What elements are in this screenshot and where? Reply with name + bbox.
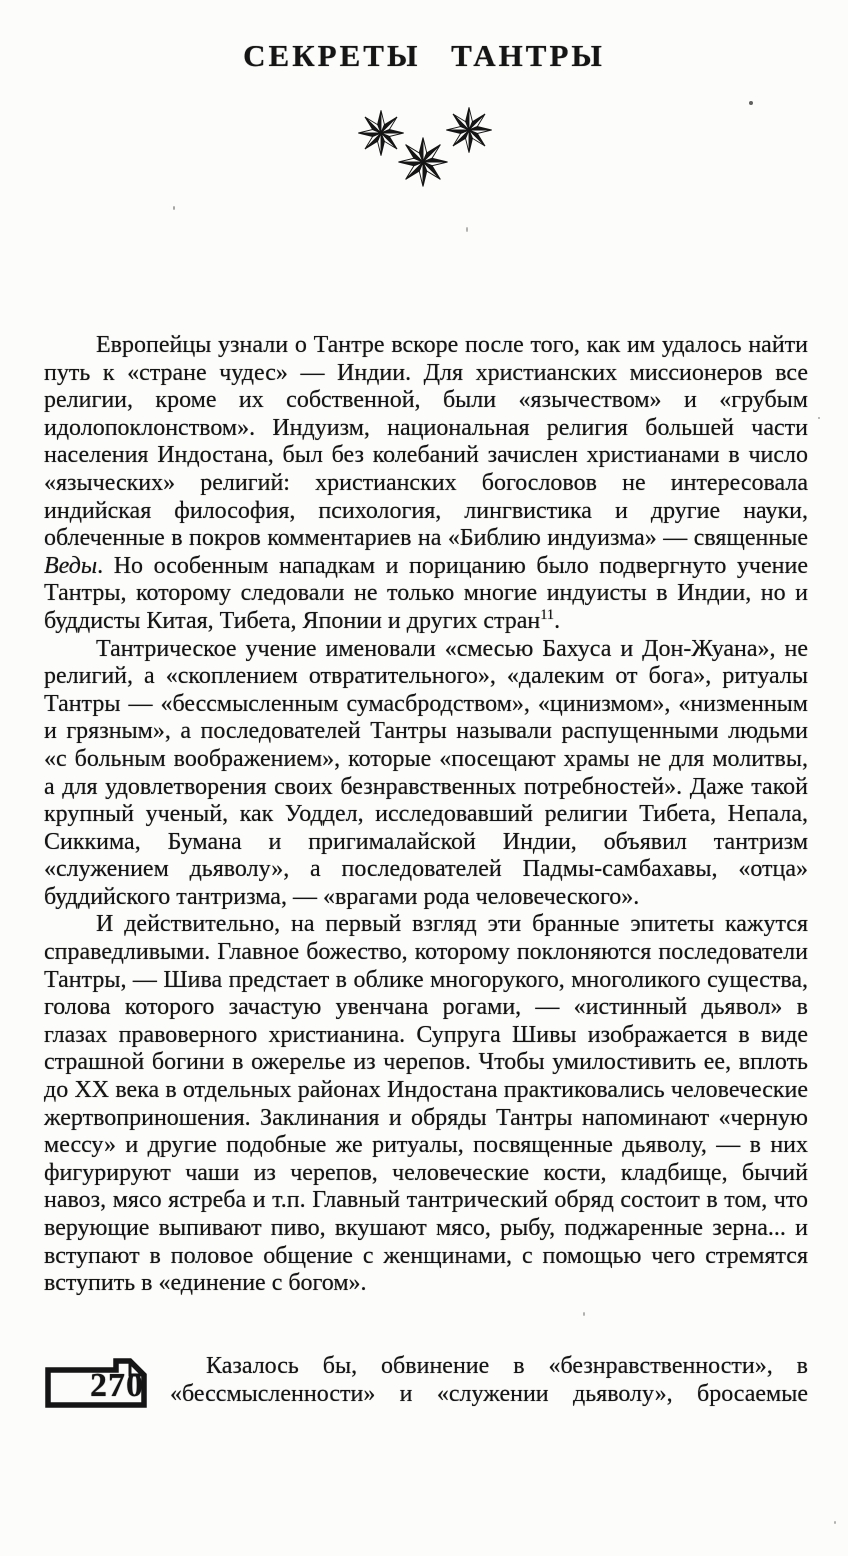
paragraph-3-text: И действительно, на первый взгляд эти бранные эпитеты кажутся справедливыми. Главное божество, которому поклоняются последователи Тантры, — Шива предстает в облике многорукого, многоликого существа, голова которого зачастую увенчана рогами, — «истинный дьявол» в глазах правоверного христианина. Супруга Шивы изображается в виде страшной богини в ожерелье из черепов. Чтобы умилостивить ее, вплоть до XX века в отдельных районах Индостана практиковались человеческие жертвоприношения. Заклинания и обряды Тантры напоминают «черную мессу» и другие подобные же ритуалы, посвященные дьяволу, — в них фигурируют чаши из черепов, человеческие кости, кладбище, бычий навоз, мясо ястреба и т.п. Главный тантрический обряд состоит в том, что верующие выпивают пиво, вкушают мясо, рыбу, поджаренные зерна... и вступают в половое общение с женщинами, с помощью чего стремятся вступить в «единение с богом». — [44, 911, 808, 1297]
page-title: СЕКРЕТЫ ТАНТРЫ — [243, 38, 605, 73]
scan-speck — [583, 1312, 585, 1316]
paragraph-4-text: Казалось бы, обвинение в «безнравственности», в «бессмысленности» и «служении дьяволу», бросаемые — [170, 1353, 808, 1407]
body-text — [44, 332, 808, 1298]
page-number: 270 — [90, 1367, 144, 1404]
page-footer — [44, 1352, 808, 1409]
page-number-plaque — [44, 1357, 148, 1409]
paragraph-1 — [44, 332, 808, 636]
paragraph-1-lead: Европейцы узнали о Тантре вскоре после того, как им удалось найти путь к «стране чудес» — Индии. Для христианских миссионеров все религии, кроме их собственной, были «язычеством» и «грубым идолопоклонством». Индуизм, национальная религия большей части населения Индостана, был без колебаний зачислен христианами в число «языческих» религий: христианских богословов не интересовала индийская философия, психология, лингвистика и другие науки, облеченные в покров комментариев на «Библию индуизма» — священные — [44, 332, 808, 552]
footnote-marker: 11 — [540, 606, 555, 623]
scan-speck — [466, 227, 468, 232]
eight-point-star-icon — [397, 136, 449, 188]
eight-point-star-icon — [445, 106, 493, 154]
paragraph-1-cont: . Но особенным нападкам и порицанию было подвергнуто учение Тантры, которому следовали не только многие индуисты в Индии, но и буддисты Китая, Тибета, Японии и других стран — [44, 552, 808, 634]
paragraph-4 — [44, 1352, 808, 1408]
paragraph-2-text: Тантрическое учение именовали «смесью Бахуса и Дон-Жуана», не религий, а «скоплением отвратительного», «далеким от бога», ритуалы Тантры — «бессмысленным сумасбродством», «цинизмом», «низменным и грязным», а последователей Тантры называли распущенными людьми «с больным воображением», которые «посещают храмы не для молитвы, а для удовлетворения своих безнравственных потребностей». Даже такой крупный ученый, как Уоддел, исследовавший религии Тибета, Непала, Сиккима, Бумана и пригималайской Индии, объявил тантризм «служением дьяволу», а последователей Падмы-самбахавы, «отца» буддийского тантризма, — «врагами рода человеческого». — [44, 635, 808, 910]
paragraph-3 — [44, 911, 808, 1297]
scan-speck — [749, 101, 753, 105]
scan-speck — [173, 206, 175, 210]
scan-speck — [834, 1521, 836, 1524]
scan-speck — [818, 417, 820, 419]
paragraph-1-tail: . — [554, 607, 561, 634]
italic-term-vedy: Веды — [44, 552, 98, 579]
paragraph-2 — [44, 636, 808, 912]
